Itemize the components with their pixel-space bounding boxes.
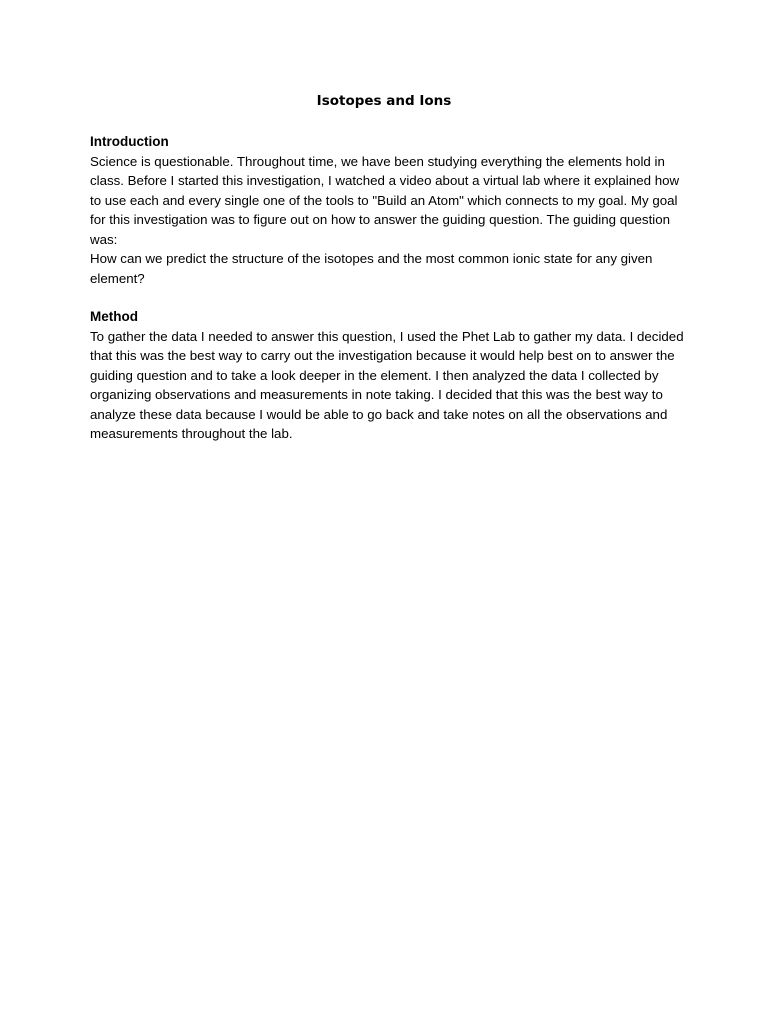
document-title: Isotopes and Ions — [316, 93, 452, 109]
method-body — [90, 327, 690, 444]
introduction-body — [90, 152, 690, 289]
method-heading: Method — [90, 309, 138, 324]
introduction-section — [90, 132, 690, 288]
method-section — [90, 307, 690, 444]
guiding-question-paragraph: How can we predict the structure of the isotopes and the most common ionic state for any given element? — [90, 251, 653, 286]
method-paragraph: To gather the data I needed to answer this question, I used the Phet Lab to gather my data. I decided that this was the best way to carry out the investigation because it would help best on to answer the guiding question and to take a look deeper in the element. I then analyzed the data I collected by organizing observations and measurements in note taking. I decided that this was the best way to analyze these data because I would be able to go back and take notes on all the observations and measurements throughout the lab. — [90, 328, 684, 441]
introduction-heading: Introduction — [90, 134, 169, 149]
introduction-paragraph: Science is questionable. Throughout time, we have been studying everything the elements hold in class. Before I started this investigation, I watched a video about a virtual lab where it explained how to use each and every single one of the tools to "Build an Atom" which connects to my goal. My goal for this investigation was to figure out on how to answer the guiding question. The guiding question was: — [90, 153, 680, 247]
